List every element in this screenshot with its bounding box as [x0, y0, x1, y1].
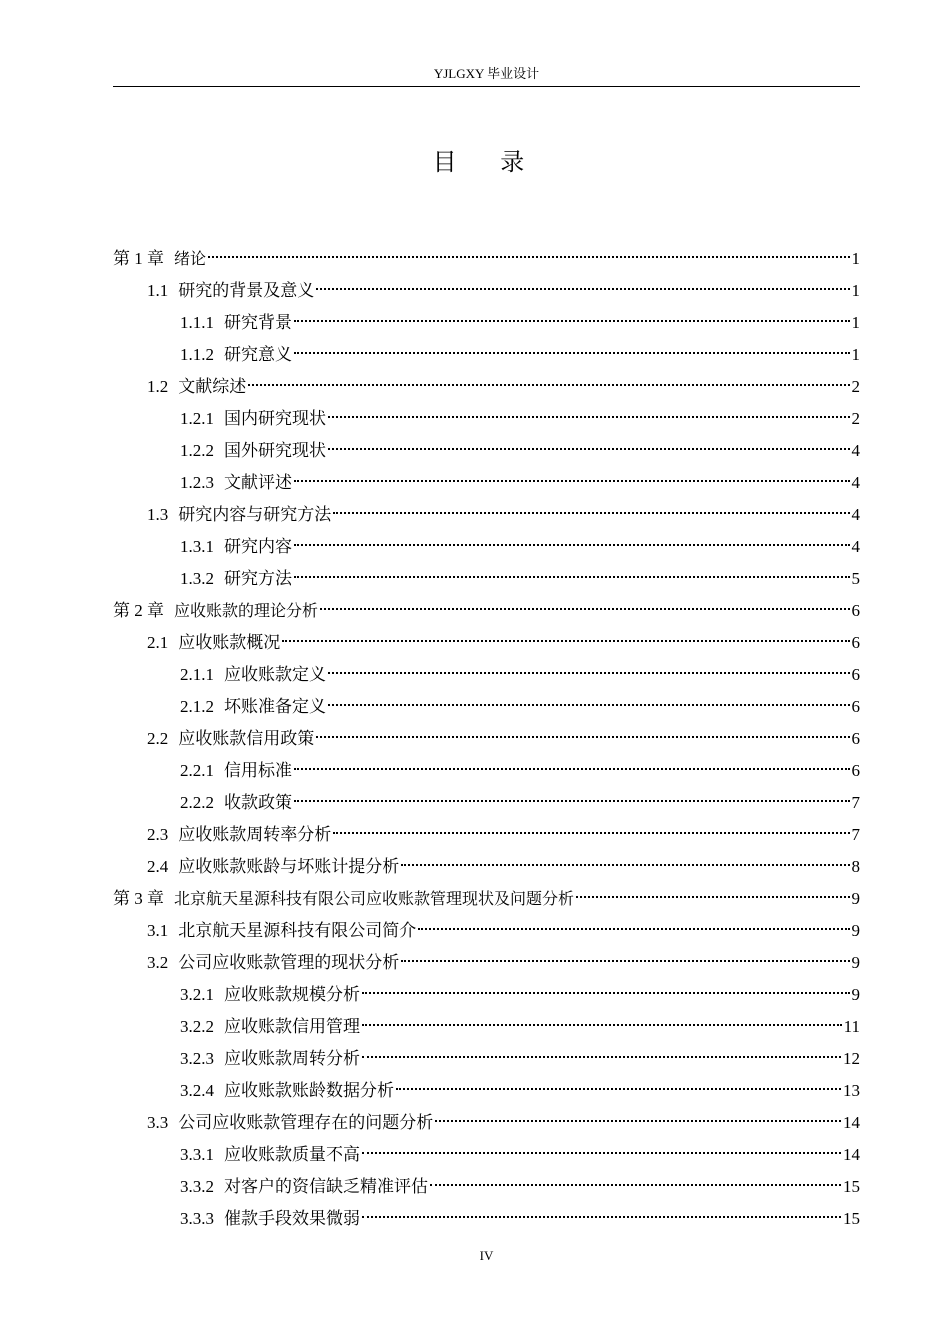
toc-entry[interactable]	[113, 499, 860, 531]
toc-title: 目 录	[432, 148, 543, 176]
toc-entry[interactable]	[113, 851, 860, 883]
toc-entry[interactable]	[113, 1011, 860, 1043]
dot-leader	[362, 1056, 841, 1058]
dot-leader	[435, 1120, 841, 1122]
toc-entry-page: 6	[851, 697, 860, 716]
dot-leader	[294, 800, 850, 802]
dot-leader	[328, 448, 850, 450]
toc-entry-label: 坏账准备定义	[224, 697, 326, 716]
page-header: YJLGXY 毕业设计	[433, 66, 540, 81]
toc-entry-label: 北京航天星源科技有限公司应收账款管理现状及问题分析	[174, 889, 575, 908]
toc-entry[interactable]	[113, 755, 860, 787]
toc-entry-number: 3.2.3	[180, 1049, 214, 1068]
toc-entry-number: 3.2.1	[180, 985, 214, 1004]
dot-leader	[430, 1184, 841, 1186]
toc-entry-number: 3.2.2	[180, 1017, 214, 1036]
toc-entry-page: 15	[843, 1209, 860, 1228]
toc-entry-number: 1.1.1	[180, 313, 214, 332]
dot-leader	[208, 256, 849, 258]
toc-entry-number: 2.1	[147, 633, 169, 652]
toc-entry-label: 研究内容	[224, 537, 292, 556]
toc-entry-page: 15	[843, 1177, 860, 1196]
toc-entry-page: 9	[851, 953, 860, 972]
toc-entry-page: 6	[851, 665, 860, 684]
toc-entry-label: 催款手段效果微弱	[224, 1209, 360, 1228]
toc-entry-label: 文献评述	[224, 473, 292, 492]
dot-leader	[333, 512, 849, 514]
toc-entry-label: 对客户的资信缺乏精准评估	[224, 1177, 428, 1196]
toc-entry-label: 应收账款的理论分析	[174, 601, 319, 620]
toc-entry-label: 文献综述	[178, 377, 247, 396]
toc-entry-number: 1.2.2	[180, 441, 214, 460]
dot-leader	[316, 736, 849, 738]
toc-entry-label: 应收账款账龄数据分析	[224, 1081, 394, 1100]
dot-leader	[396, 1088, 841, 1090]
toc-entry-label: 应收账款概况	[178, 633, 281, 652]
toc-entry-label: 绪论	[174, 249, 207, 268]
toc-entry-page: 5	[851, 569, 860, 588]
toc-entry-number: 1.2	[147, 377, 169, 396]
toc-entry-number: 2.3	[147, 825, 169, 844]
toc-entry[interactable]	[113, 563, 860, 595]
toc-entry-page: 14	[843, 1113, 860, 1132]
toc-entry-number: 2.2.2	[180, 793, 214, 812]
toc-entry-number: 1.2.3	[180, 473, 214, 492]
toc-entry-number: 第 2 章	[113, 601, 164, 620]
toc-entry-page: 4	[851, 505, 860, 524]
toc-entry-number: 3.2	[147, 953, 169, 972]
toc-entry-label: 公司应收账款管理的现状分析	[178, 953, 400, 972]
toc-entry[interactable]	[113, 403, 860, 435]
toc-entry-label: 信用标准	[224, 761, 292, 780]
toc-entry-number: 3.3.1	[180, 1145, 214, 1164]
toc-entry[interactable]	[113, 1043, 860, 1075]
dot-leader	[282, 640, 849, 642]
toc-entry-number: 1.1.2	[180, 345, 214, 364]
toc-entry-number: 3.3	[147, 1113, 169, 1132]
toc-entry-number: 2.2.1	[180, 761, 214, 780]
toc-entry-page: 9	[851, 921, 860, 940]
toc-entry-page: 12	[843, 1049, 860, 1068]
toc-entry-label: 应收账款定义	[224, 665, 326, 684]
toc-entry-page: 1	[851, 313, 860, 332]
toc-entry[interactable]	[113, 339, 860, 371]
toc-entry[interactable]	[113, 595, 860, 627]
toc-entry-page: 2	[851, 409, 860, 428]
toc-entry-label: 国内研究现状	[224, 409, 326, 428]
dot-leader	[418, 928, 849, 930]
dot-leader	[328, 704, 850, 706]
toc-entry-number: 第 1 章	[113, 249, 164, 268]
toc-entry-label: 研究的背景及意义	[178, 281, 315, 300]
toc-entry-page: 11	[843, 1017, 860, 1036]
toc-entry[interactable]	[113, 915, 860, 947]
toc-entry-number: 2.1.1	[180, 665, 214, 684]
toc-entry-number: 1.1	[147, 281, 169, 300]
dot-leader	[362, 1024, 842, 1026]
dot-leader	[294, 544, 850, 546]
toc-entry-page: 6	[851, 601, 860, 620]
toc-entry-label: 应收账款信用政策	[178, 729, 315, 748]
toc-entry-label: 研究意义	[224, 345, 292, 364]
dot-leader	[248, 384, 849, 386]
dot-leader	[328, 672, 850, 674]
dot-leader	[362, 992, 850, 994]
toc-entry[interactable]	[113, 627, 860, 659]
toc-entry-label: 国外研究现状	[224, 441, 326, 460]
toc-entry-number: 1.3	[147, 505, 169, 524]
toc-entry-number: 1.3.2	[180, 569, 214, 588]
dot-leader	[294, 352, 850, 354]
dot-leader	[362, 1216, 841, 1218]
toc-entry-page: 6	[851, 633, 860, 652]
toc-entry[interactable]	[113, 1139, 860, 1171]
toc-entry[interactable]	[113, 371, 860, 403]
toc-entry-page: 1	[851, 345, 860, 364]
toc-entry-number: 3.3.2	[180, 1177, 214, 1196]
table-of-contents	[113, 243, 860, 1235]
toc-entry-page: 9	[851, 889, 860, 908]
toc-entry-page: 4	[851, 537, 860, 556]
toc-entry[interactable]	[113, 659, 860, 691]
toc-entry[interactable]	[113, 947, 860, 979]
toc-entry-label: 公司应收账款管理存在的问题分析	[178, 1113, 434, 1132]
toc-entry-label: 应收账款规模分析	[224, 985, 360, 1004]
toc-entry-number: 第 3 章	[113, 889, 164, 908]
page-number: IV	[479, 1248, 494, 1263]
toc-entry-page: 6	[851, 729, 860, 748]
toc-entry-page: 7	[851, 793, 860, 812]
dot-leader	[294, 768, 850, 770]
dot-leader	[333, 832, 849, 834]
toc-entry[interactable]	[113, 1075, 860, 1107]
toc-entry[interactable]	[113, 1107, 860, 1139]
toc-entry-label: 应收账款质量不高	[224, 1145, 360, 1164]
dot-leader	[320, 608, 849, 610]
toc-entry-page: 8	[851, 857, 860, 876]
dot-leader	[294, 480, 850, 482]
toc-entry[interactable]	[113, 819, 860, 851]
toc-entry[interactable]	[113, 275, 860, 307]
toc-entry-number: 3.3.3	[180, 1209, 214, 1228]
dot-leader	[362, 1152, 841, 1154]
toc-entry-number: 2.1.2	[180, 697, 214, 716]
header-rule	[113, 86, 860, 87]
toc-entry-label: 研究背景	[224, 313, 292, 332]
toc-entry-label: 应收账款信用管理	[224, 1017, 360, 1036]
toc-entry-page: 13	[843, 1081, 860, 1100]
toc-entry[interactable]	[113, 883, 860, 915]
toc-entry-number: 3.1	[147, 921, 169, 940]
toc-entry-page: 2	[851, 377, 860, 396]
toc-entry-page: 6	[851, 761, 860, 780]
dot-leader	[576, 896, 849, 898]
toc-entry-label: 收款政策	[224, 793, 292, 812]
toc-entry[interactable]	[113, 467, 860, 499]
toc-entry-label: 应收账款账龄与坏账计提分析	[178, 857, 400, 876]
toc-entry-page: 9	[851, 985, 860, 1004]
toc-entry-number: 2.4	[147, 857, 169, 876]
toc-entry-label: 应收账款周转率分析	[178, 825, 332, 844]
toc-entry-label: 北京航天星源科技有限公司简介	[178, 921, 417, 940]
toc-entry[interactable]	[113, 307, 860, 339]
toc-entry-label: 应收账款周转分析	[224, 1049, 360, 1068]
toc-entry-number: 1.3.1	[180, 537, 214, 556]
toc-entry[interactable]	[113, 1203, 860, 1235]
toc-entry-page: 7	[851, 825, 860, 844]
dot-leader	[316, 288, 849, 290]
toc-entry-label: 研究方法	[224, 569, 292, 588]
toc-entry[interactable]	[113, 1171, 860, 1203]
toc-entry-number: 2.2	[147, 729, 169, 748]
toc-entry[interactable]	[113, 435, 860, 467]
dot-leader	[294, 320, 850, 322]
toc-entry-page: 1	[851, 249, 860, 268]
toc-entry-page: 14	[843, 1145, 860, 1164]
toc-entry[interactable]	[113, 723, 860, 755]
toc-entry-number: 3.2.4	[180, 1081, 214, 1100]
toc-entry[interactable]	[113, 979, 860, 1011]
dot-leader	[401, 960, 849, 962]
toc-entry-number: 1.2.1	[180, 409, 214, 428]
dot-leader	[328, 416, 850, 418]
dot-leader	[294, 576, 850, 578]
toc-entry[interactable]	[113, 531, 860, 563]
toc-entry[interactable]	[113, 787, 860, 819]
toc-entry-page: 4	[851, 441, 860, 460]
toc-entry-page: 4	[851, 473, 860, 492]
toc-entry[interactable]	[113, 691, 860, 723]
toc-entry[interactable]	[113, 243, 860, 275]
toc-entry-page: 1	[851, 281, 860, 300]
toc-entry-label: 研究内容与研究方法	[178, 505, 332, 524]
dot-leader	[401, 864, 849, 866]
